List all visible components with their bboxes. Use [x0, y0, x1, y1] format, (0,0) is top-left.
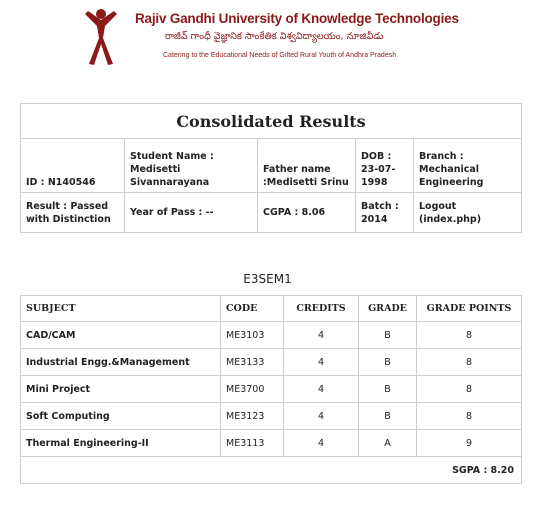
column-header-subject: SUBJECT: [21, 296, 221, 322]
father-name: Father name :Medisetti Srinu: [258, 139, 356, 193]
result-status: Result : Passed with Distinction: [21, 193, 125, 233]
grade-points-cell: 8: [417, 403, 522, 430]
logout-link[interactable]: Logout (index.php): [414, 193, 522, 233]
branch: Branch : Mechanical Engineering: [414, 139, 522, 193]
grade-cell: B: [359, 403, 417, 430]
student-info-row: [21, 139, 522, 193]
date-of-birth: DOB : 23-07-1998: [356, 139, 414, 193]
grade-points-cell: 9: [417, 430, 522, 457]
code-cell: ME3123: [221, 403, 284, 430]
table-row: [21, 430, 522, 457]
university-tagline: Catering to the Educational Needs of Gifted Rural Youth of Andhra Pradesh: [163, 52, 397, 59]
cgpa: CGPA : 8.06: [258, 193, 356, 233]
page-title: Consolidated Results: [21, 104, 522, 139]
table-row: [21, 349, 522, 376]
credits-cell: 4: [284, 322, 359, 349]
table-row: [21, 376, 522, 403]
semester-results-table: [20, 295, 522, 484]
code-cell: ME3113: [221, 430, 284, 457]
grade-cell: B: [359, 376, 417, 403]
student-id: ID : N140546: [21, 139, 125, 193]
sgpa-row: [21, 457, 522, 484]
code-cell: ME3700: [221, 376, 284, 403]
column-header-grade-points: GRADE POINTS: [417, 296, 522, 322]
student-info-table: [20, 103, 522, 233]
year-of-pass: Year of Pass : --: [125, 193, 258, 233]
student-name: Student Name : Medisetti Sivannarayana: [125, 139, 258, 193]
grade-points-cell: 8: [417, 349, 522, 376]
subject-cell: Mini Project: [21, 376, 221, 403]
code-cell: ME3133: [221, 349, 284, 376]
table-row: [21, 403, 522, 430]
grade-cell: B: [359, 322, 417, 349]
code-cell: ME3103: [221, 322, 284, 349]
credits-cell: 4: [284, 376, 359, 403]
batch: Batch : 2014: [356, 193, 414, 233]
credits-cell: 4: [284, 403, 359, 430]
grade-points-cell: 8: [417, 376, 522, 403]
university-name: Rajiv Gandhi University of Knowledge Technologies: [135, 11, 459, 26]
semester-title: E3SEM1: [243, 272, 292, 286]
subject-cell: CAD/CAM: [21, 322, 221, 349]
subject-cell: Industrial Engg.&Management: [21, 349, 221, 376]
credits-cell: 4: [284, 430, 359, 457]
university-name-telugu: రాజీవ్ గాంధీ వైజ్ఞానిక సాంకేతిక విశ్వవిద్యాలయం, నూజివీడు: [165, 31, 384, 42]
table-header-row: [21, 296, 522, 322]
subject-cell: Thermal Engineering-II: [21, 430, 221, 457]
grade-cell: A: [359, 430, 417, 457]
column-header-credits: CREDITS: [284, 296, 359, 322]
column-header-grade: GRADE: [359, 296, 417, 322]
grade-points-cell: 8: [417, 322, 522, 349]
university-header: [0, 0, 535, 80]
subject-cell: Soft Computing: [21, 403, 221, 430]
table-row: [21, 322, 522, 349]
grade-cell: B: [359, 349, 417, 376]
column-header-code: CODE: [221, 296, 284, 322]
sgpa-value: SGPA : 8.20: [21, 457, 522, 484]
result-summary-row: [21, 193, 522, 233]
credits-cell: 4: [284, 349, 359, 376]
rgukt-logo-icon: [84, 8, 118, 66]
